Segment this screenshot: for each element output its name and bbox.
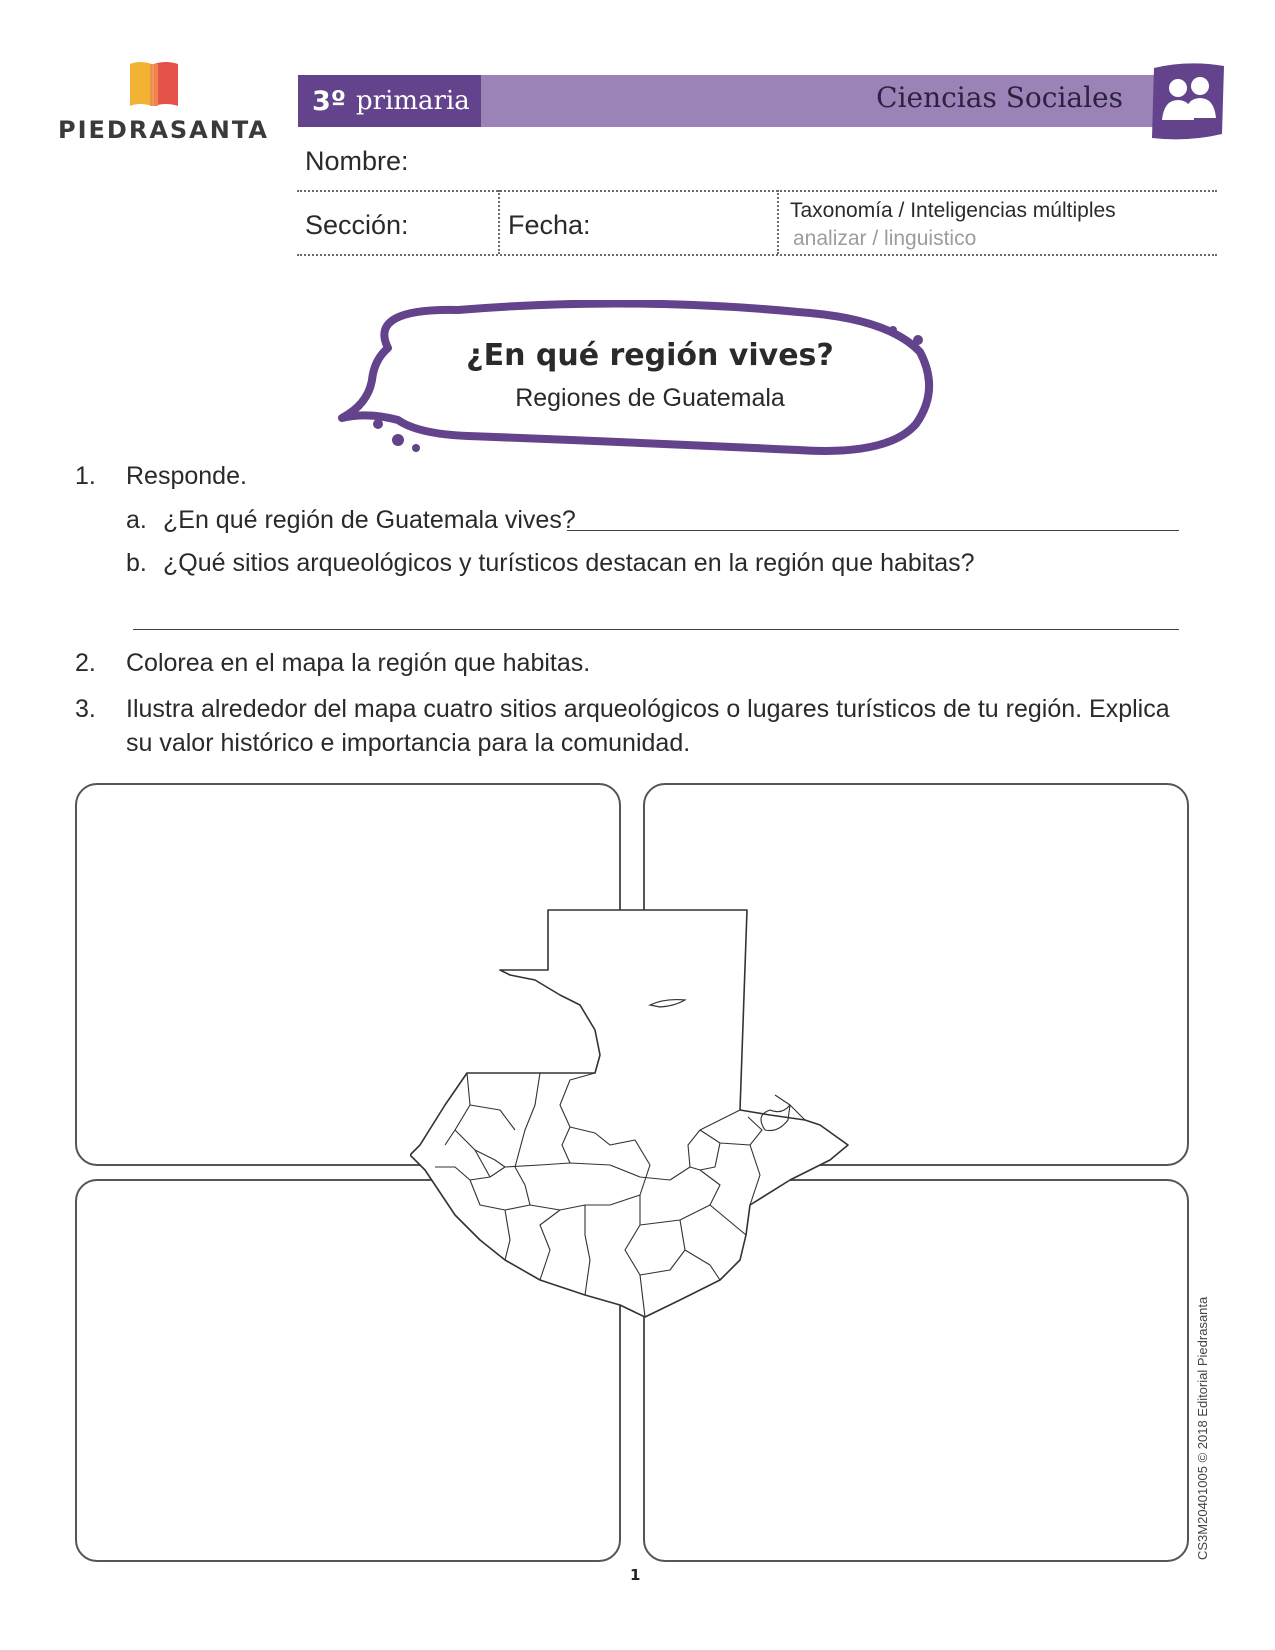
grade-text: primaria bbox=[356, 86, 470, 116]
guatemala-map[interactable] bbox=[410, 905, 860, 1385]
copyright-code: CS3M20401005 © 2018 Editorial Piedrasanta bbox=[1195, 1296, 1210, 1560]
question-text: Colorea en el mapa la región que habitas. bbox=[126, 649, 591, 677]
question-number: 2. bbox=[75, 649, 96, 677]
people-icon bbox=[1148, 62, 1228, 144]
answer-line[interactable] bbox=[133, 629, 1179, 630]
answer-line[interactable] bbox=[567, 530, 1179, 531]
question-number: 1. bbox=[75, 462, 96, 490]
grade-badge bbox=[298, 75, 481, 127]
taxonomy-label: Taxonomía / Inteligencias múltiples bbox=[790, 199, 1116, 222]
section-date-line bbox=[297, 254, 1217, 256]
subquestion-text: ¿Qué sitios arqueológicos y turísticos destacan en la región que habitas? bbox=[163, 549, 975, 577]
logo-book-icon bbox=[128, 60, 180, 108]
name-line[interactable] bbox=[297, 190, 1217, 192]
question-number: 3. bbox=[75, 695, 96, 723]
field-divider bbox=[498, 190, 500, 254]
worksheet-title: ¿En qué región vives? bbox=[466, 338, 834, 373]
date-label: Fecha: bbox=[508, 210, 591, 240]
name-label: Nombre: bbox=[305, 146, 409, 176]
question-text: Responde. bbox=[126, 462, 247, 490]
subquestion-letter: b. bbox=[126, 549, 147, 577]
logo-text: PIEDRASANTA bbox=[58, 116, 269, 144]
question-text: su valor histórico e importancia para la comunidad. bbox=[126, 729, 691, 757]
field-divider bbox=[777, 190, 779, 254]
subject-title: Ciencias Sociales bbox=[876, 81, 1123, 114]
question-text: Ilustra alrededor del mapa cuatro sitios arqueológicos o lugares turísticos de tu región. Explica bbox=[126, 695, 1170, 723]
subquestion-letter: a. bbox=[126, 506, 147, 534]
page-number: 1 bbox=[630, 1566, 641, 1584]
section-label: Sección: bbox=[305, 210, 409, 240]
taxonomy-value: analizar / linguistico bbox=[793, 227, 977, 250]
title-bubble bbox=[328, 300, 938, 462]
subquestion-text: ¿En qué región de Guatemala vives? bbox=[163, 506, 576, 534]
worksheet-subtitle: Regiones de Guatemala bbox=[515, 384, 785, 412]
grade-number: 3º bbox=[312, 85, 347, 117]
